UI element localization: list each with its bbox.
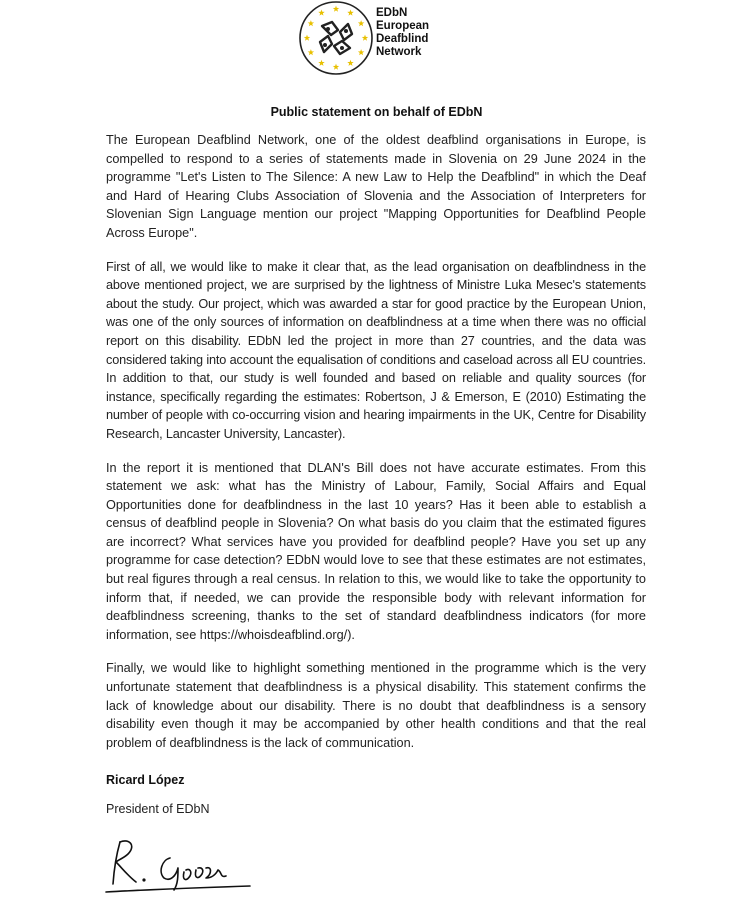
logo-line: EDbN <box>376 7 408 19</box>
statement-title: Public statement on behalf of EDbN <box>270 105 483 119</box>
statement-body <box>106 131 646 767</box>
letterhead <box>298 0 468 76</box>
handwritten-signature <box>100 832 260 898</box>
paragraph-estimates: In the report it is mentioned that DLAN's Bill does not have accurate estimates. From this statement we ask: what has the Ministry of Labour, Family, Social Affairs and Equal Opportunities done for deafblindness in the last 10 years? Has it been able to establish a census of deafblind people in Slovenia? On what basis do you claim that the estimated figures are incorrect? What services have you provided for deafblind people? Have you set up any programme for case detection? EDbN would love to see that these estimates are not estimates, but real figures through a real census. In relation to this, we would like to take the opportunity to inform that, if needed, we can provide the responsible body with relevant information for deafblindness screening, thanks to the set of standard deafblindness indicators (for more information, see https://whoisdeafblind.org/). <box>106 460 646 642</box>
logo-line: European <box>376 20 430 32</box>
paragraph-intro: The European Deafblind Network, one of the oldest deafblind organisations in Europe, is compelled to respond to a series of statements made in Slovenia on 29 June 2024 in the programme "Let's Listen to The Silence: A new Law to Help the Deafblind" in which the Deaf and Hard of Hearing Clubs Association of Slovenia and the Association of Interpreters for Slovenian Sign Language mention our project "Mapping Opportunities for Deafblind People Across Europe". <box>106 133 646 240</box>
paragraph-conclusion: Finally, we would like to highlight something mentioned in the programme which is the very unfortunate statement that deafblindness is a physical disability. This statement confirms the lack of knowledge about our disability. There is no doubt that deafblindness is a sensory disability even though it may be accompanied by other health conditions and that the real problem of deafblindness is the lack of communication. <box>106 661 646 750</box>
linked-hands-logo-icon <box>298 0 374 76</box>
logo-line: Deafblind <box>376 33 429 45</box>
paragraph-project: First of all, we would like to make it clear that, as the lead organisation on deafblindness in the above mentioned project, we are surprised by the lightness of Ministre Luka Mesec's statements about the study. Our project, which was awarded a star for good practice by the European Union, was one of the only sources of information on deafblindness at a time when there was no official report on this disability. EDbN led the project in more than 27 countries, and the data was considered taking into account the equalisation of conditions and caseload across all EU countries. In addition to that, our study is well founded and based on reliable and quality sources (for instance, specifically regarding the estimates: Robertson, J & Emerson, E (2010) Estimating the number of people with co-occurring vision and hearing impairments in the UK, Centre for Disability Research, Lancaster University, Lancaster). <box>106 259 646 441</box>
signatory-role: President of EDbN <box>106 802 210 816</box>
signatory-name: Ricard López <box>106 773 185 787</box>
logo-line: Network <box>376 46 422 58</box>
logo-wordmark <box>376 7 429 59</box>
